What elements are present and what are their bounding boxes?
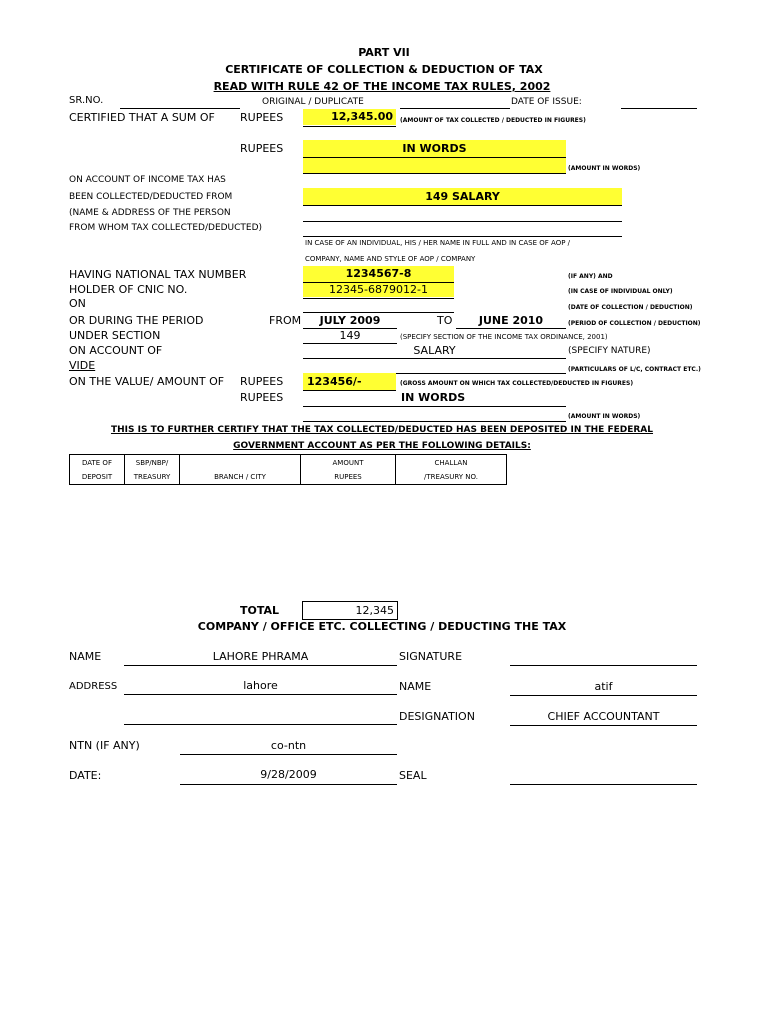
payer-text-line2: BEEN COLLECTED/DEDUCTED FROM	[69, 192, 233, 202]
payer-note-line1: IN CASE OF AN INDIVIDUAL, HIS / HER NAME IN FULL AND IN CASE OF AOP /	[305, 239, 571, 247]
period-to-label: TO	[437, 314, 453, 327]
collection-date-field[interactable]	[303, 312, 454, 313]
col-challan-treasury-no: CHALLAN /TREASURY NO.	[396, 455, 507, 485]
company-address-label: ADDRESS	[69, 681, 118, 692]
certified-label: CERTIFIED THAT A SUM OF	[69, 111, 215, 124]
ntn-label: HAVING NATIONAL TAX NUMBER	[69, 268, 247, 281]
srno-label: SR.NO.	[69, 95, 104, 106]
rule-line	[303, 205, 622, 206]
rule-line	[303, 173, 566, 174]
account-note: (SPECIFY NATURE)	[568, 346, 651, 356]
signature-field[interactable]	[510, 665, 697, 666]
rule-line	[303, 298, 454, 299]
date-of-issue-field[interactable]	[621, 108, 697, 109]
gross-amount-note: (GROSS AMOUNT ON WHICH TAX COLLECTED/DEDUCTED IN FIGURES)	[400, 380, 634, 387]
company-address-value[interactable]: lahore	[243, 679, 278, 692]
rule-line	[180, 754, 397, 755]
rule-line	[124, 665, 397, 666]
value-amount-label: ON THE VALUE/ AMOUNT OF	[69, 375, 225, 388]
signer-name-value[interactable]: atif	[594, 680, 613, 693]
value-rupees-label-words: RUPEES	[240, 391, 284, 404]
gross-words-note: (AMOUNT IN WORDS)	[568, 413, 641, 420]
value-rupees-label: RUPEES	[240, 375, 284, 388]
original-duplicate-label: ORIGINAL / DUPLICATE	[262, 97, 364, 107]
company-ntn-value[interactable]: co-ntn	[270, 739, 307, 752]
col-date-of-deposit: DATE OF DEPOSIT	[70, 455, 125, 485]
section-label: UNDER SECTION	[69, 329, 161, 342]
rule-line	[303, 390, 396, 391]
on-label: ON	[69, 297, 86, 310]
gross-amount-figures[interactable]: 123456/-	[307, 375, 362, 388]
certificate-title: CERTIFICATE OF COLLECTION & DEDUCTION OF TAX	[225, 63, 543, 76]
rule-line	[303, 157, 566, 158]
company-date-label: DATE:	[69, 769, 102, 782]
col-amount-rupees: AMOUNT RUPEES	[301, 455, 396, 485]
rule-line	[400, 108, 510, 109]
period-from-value[interactable]: JULY 2009	[319, 314, 381, 327]
rule-line	[303, 358, 566, 359]
ntn-note: (IF ANY) AND	[568, 273, 613, 280]
amount-figures-note: (AMOUNT OF TAX COLLECTED / DEDUCTED IN FIGURES)	[400, 117, 586, 124]
seal-field[interactable]	[510, 784, 697, 785]
section-value[interactable]: 149	[339, 329, 361, 342]
ntn-value[interactable]: 1234567-8	[345, 267, 412, 280]
total-label: TOTAL	[240, 604, 280, 617]
rule-line	[180, 784, 397, 785]
payer-address-field[interactable]	[303, 221, 622, 222]
designation-value[interactable]: CHIEF ACCOUNTANT	[547, 710, 660, 723]
account-value[interactable]: SALARY	[413, 344, 456, 357]
cnic-value[interactable]: 12345-6879012-1	[329, 283, 428, 296]
payer-text-line4: FROM WHOM TAX COLLECTED/DEDUCTED)	[69, 223, 263, 233]
date-of-issue-label: DATE OF ISSUE:	[511, 97, 582, 107]
rule-line	[456, 328, 566, 329]
company-heading: COMPANY / OFFICE ETC. COLLECTING / DEDUCTING THE TAX	[197, 620, 567, 633]
rule-line	[303, 406, 566, 407]
rule-line	[124, 694, 397, 695]
amount-words-note: (AMOUNT IN WORDS)	[568, 165, 641, 172]
deposit-table-header-row	[70, 455, 507, 485]
rule-subtitle: READ WITH RULE 42 OF THE INCOME TAX RULES, 2002	[213, 80, 551, 93]
part-heading: PART VII	[358, 46, 410, 59]
signer-name-label: NAME	[399, 680, 432, 693]
rupees-label-words: RUPEES	[240, 142, 284, 155]
col-sbp-nbp-treasury: SBP/NBP/ TREASURY	[125, 455, 180, 485]
payer-text-line1: ON ACCOUNT OF INCOME TAX HAS	[69, 175, 226, 185]
tax-amount-words[interactable]: IN WORDS	[402, 142, 467, 155]
designation-label: DESIGNATION	[399, 710, 475, 723]
payer-text-line3: (NAME & ADDRESS OF THE PERSON	[69, 208, 231, 218]
company-name-value[interactable]: LAHORE PHRAMA	[212, 650, 309, 663]
rule-line	[510, 695, 697, 696]
total-value[interactable]: 12,345	[355, 604, 394, 617]
gross-amount-words[interactable]: IN WORDS	[401, 391, 466, 404]
signature-label: SIGNATURE	[399, 650, 463, 663]
deposit-certify-line1: THIS IS TO FURTHER CERTIFY THAT THE TAX COLLECTED/DEDUCTED HAS BEEN DEPOSITED IN THE FEDERAL	[110, 425, 654, 435]
payer-note-line2: COMPANY, NAME AND STYLE OF AOP / COMPANY	[305, 255, 476, 263]
rule-line	[124, 724, 397, 725]
company-date-value[interactable]: 9/28/2009	[260, 768, 317, 781]
seal-label: SEAL	[399, 769, 427, 782]
srno-field[interactable]	[120, 108, 240, 109]
deposit-certify-line2: GOVERNMENT ACCOUNT AS PER THE FOLLOWING DETAILS:	[233, 441, 531, 451]
col-branch-city: BRANCH / CITY	[180, 455, 301, 485]
payer-name-field[interactable]: 149 SALARY	[425, 190, 500, 203]
vide-label: VIDE	[69, 359, 96, 372]
amount-underline	[303, 126, 396, 127]
period-to-value[interactable]: JUNE 2010	[478, 314, 544, 327]
period-label: OR DURING THE PERIOD	[69, 314, 204, 327]
period-note: (PERIOD OF COLLECTION / DEDUCTION)	[568, 320, 701, 327]
period-from-label: FROM	[269, 314, 302, 327]
rule-line	[303, 236, 622, 237]
account-label: ON ACCOUNT OF	[69, 344, 163, 357]
rupees-label: RUPEES	[240, 111, 284, 124]
tax-amount-figures[interactable]: 12,345.00	[331, 110, 393, 123]
section-note: (SPECIFY SECTION OF THE INCOME TAX ORDINANCE, 2001)	[400, 333, 608, 341]
cnic-note: (IN CASE OF INDIVIDUAL ONLY)	[568, 288, 673, 295]
company-ntn-label: NTN (IF ANY)	[69, 739, 140, 752]
deposit-table	[69, 454, 507, 485]
on-note: (DATE OF COLLECTION / DEDUCTION)	[568, 304, 693, 311]
cnic-label: HOLDER OF CNIC NO.	[69, 283, 188, 296]
rule-line	[510, 725, 697, 726]
rule-line	[303, 421, 566, 422]
company-name-label: NAME	[69, 650, 102, 663]
vide-note: (PARTICULARS OF L/C, CONTRACT ETC.)	[568, 366, 701, 373]
